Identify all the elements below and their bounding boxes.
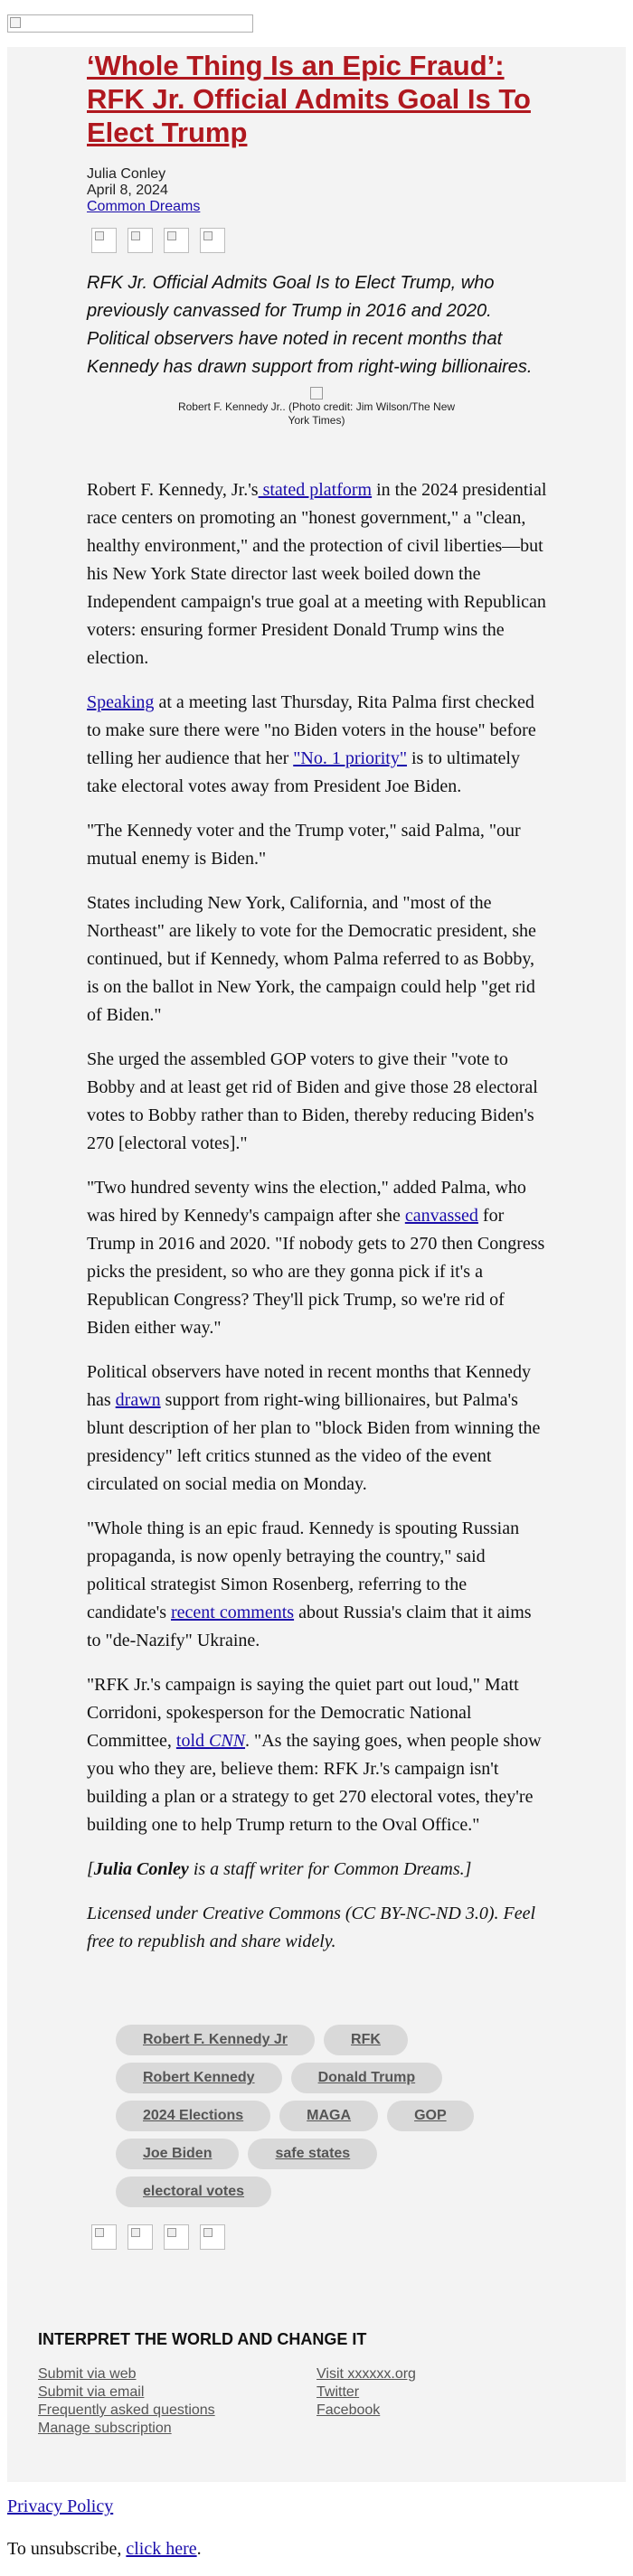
share-image-icon[interactable] xyxy=(200,2224,225,2250)
submit-web-link[interactable]: Submit via web xyxy=(38,2366,137,2382)
drawn-link[interactable]: drawn xyxy=(115,1390,161,1410)
share-image-icon[interactable] xyxy=(91,228,117,253)
tag-pill[interactable]: 2024 Elections xyxy=(116,2101,270,2131)
told-cnn-link[interactable] xyxy=(176,1731,245,1751)
article-body xyxy=(87,476,548,1972)
broken-image-icon xyxy=(10,17,21,28)
tag-pill[interactable]: Robert Kennedy xyxy=(116,2063,282,2093)
unsubscribe-text: To unsubscribe, xyxy=(7,2539,127,2559)
text: "Two hundred seventy wins the election," added Palma, who was hired by Kennedy's campaign after she xyxy=(87,1178,526,1226)
paragraph: "The Kennedy voter and the Trump voter," said Palma, "our mutual enemy is Biden." xyxy=(87,821,521,869)
text: at a meeting last Thursday, Rita Palma first checked to make sure there were "no Biden voters in the house" before telling her audience that her xyxy=(87,692,536,768)
text: CNN xyxy=(209,1731,246,1751)
share-image-icon[interactable] xyxy=(164,2224,189,2250)
article-summary: RFK Jr. Official Admits Goal Is to Elect Trump, who previously canvassed for Trump in 2016 and 2020. Political observers have noted in recent months that Kennedy has drawn support from right-wing billionaires. xyxy=(87,273,533,377)
text: support from right-wing billionaires, but Palma's blunt description of her plan to "block Biden from winning the presidency" left critics stunned as the video of the event circulated on social media on Monday. xyxy=(87,1390,541,1494)
tag-pill[interactable]: GOP xyxy=(387,2101,474,2131)
text: is a staff writer for Common Dreams.] xyxy=(188,1859,472,1879)
text: for Trump in 2016 and 2020. "If nobody gets to 270 then Congress picks the president, so who are they gonna pick if it's a Republican Congress? They'll pick Trump, so we're rid of Biden either way." xyxy=(87,1206,545,1338)
text: "Whole thing is an epic fraud. Kennedy is spouting Russian propaganda, is now openly betraying the country," said political strategist Simon Rosenberg, referring to the candidate's xyxy=(87,1518,520,1622)
article-meta xyxy=(87,166,200,215)
header-banner-image xyxy=(7,14,253,33)
stated-platform-link[interactable]: stated platform xyxy=(258,480,373,500)
text: about Russia's claim that it aims to "de-Nazify" Ukraine. xyxy=(87,1603,532,1650)
text: is to ultimately take electoral votes away from President Joe Biden. xyxy=(87,748,520,796)
paragraph: She urged the assembled GOP voters to give their "vote to Bobby and at least get rid of Biden and give those 28 electoral votes to Bobby rather than to Biden, thereby reducing Biden's 270 [electoral votes]." xyxy=(87,1049,538,1153)
text: [ xyxy=(87,1859,94,1879)
paragraph xyxy=(87,689,548,801)
tag-pill[interactable]: Joe Biden xyxy=(116,2139,239,2169)
paragraph xyxy=(87,1671,548,1839)
faq-link[interactable]: Frequently asked questions xyxy=(38,2402,215,2418)
text: "RFK Jr.'s campaign is saying the quiet part out loud," Matt Corridoni, spokesperson for the Democratic National Committee, xyxy=(87,1675,519,1751)
paragraph xyxy=(87,1515,548,1655)
broken-image-icon xyxy=(310,387,323,400)
footer-links-right xyxy=(316,2365,416,2420)
paragraph xyxy=(87,1174,548,1342)
tag-pill[interactable]: electoral votes xyxy=(116,2176,271,2207)
visit-site-link[interactable]: Visit xxxxxx.org xyxy=(316,2366,416,2382)
text: . "As the saying goes, when people show you who they are, believe them: RFK Jr.'s campaign isn't building a plan or a strategy to get 270 electoral votes, they're building one to help Trump return to the Oval Office." xyxy=(87,1731,542,1835)
privacy-policy-link[interactable]: Privacy Policy xyxy=(7,2496,114,2516)
facebook-link[interactable]: Facebook xyxy=(316,2402,381,2418)
text: Julia Conley xyxy=(93,1859,189,1879)
speaking-link[interactable]: Speaking xyxy=(87,692,155,712)
paragraph xyxy=(87,476,548,672)
unsubscribe-row xyxy=(7,2538,202,2560)
unsubscribe-link[interactable]: click here xyxy=(126,2539,197,2559)
recent-comments-link[interactable]: recent comments xyxy=(171,1603,295,1622)
footer-links-left xyxy=(38,2365,215,2438)
priority-link[interactable]: "No. 1 priority" xyxy=(293,748,407,768)
author-bio xyxy=(87,1856,548,1884)
tag-pill[interactable]: MAGA xyxy=(279,2101,378,2131)
tag-pill[interactable]: Robert F. Kennedy Jr xyxy=(116,2025,315,2055)
article-title[interactable]: ‘Whole Thing Is an Epic Fraud’: RFK Jr. Official Admits Goal Is To Elect Trump xyxy=(87,50,531,148)
share-icons-top xyxy=(91,228,225,253)
share-image-icon[interactable] xyxy=(128,228,153,253)
license-note: Licensed under Creative Commons (CC BY-NC-ND 3.0). Feel free to republish and share widely. xyxy=(87,1904,536,1951)
share-image-icon[interactable] xyxy=(164,228,189,253)
canvassed-link[interactable]: canvassed xyxy=(404,1206,478,1226)
paragraph: States including New York, California, and "most of the Northeast" are likely to vote for the Democratic president, she continued, but if Kennedy, whom Palma referred to as Bobby, is on the ballot in New York, the campaign could help "get rid of Biden." xyxy=(87,893,536,1025)
manage-subscription-link[interactable]: Manage subscription xyxy=(38,2421,172,2436)
tag-pill[interactable]: RFK xyxy=(324,2025,408,2055)
text: . xyxy=(196,2539,202,2559)
paragraph xyxy=(87,1359,548,1499)
twitter-link[interactable]: Twitter xyxy=(316,2384,360,2400)
tag-pill[interactable]: safe states xyxy=(248,2139,377,2169)
text: in the 2024 presidential race centers on promoting an "honest government," a "clean, healthy environment," and the protection of civil liberties—but his New York State director last week boiled down the Independent campaign's true goal at a meeting with Republican voters: ensuring former President Donald Trump wins the election. xyxy=(87,480,547,668)
submit-email-link[interactable]: Submit via email xyxy=(38,2384,145,2400)
share-image-icon[interactable] xyxy=(128,2224,153,2250)
text: Political observers have noted in recent months that Kennedy has xyxy=(87,1362,531,1410)
text: told xyxy=(175,1731,210,1751)
article-photo xyxy=(176,387,457,428)
tag-list xyxy=(116,2025,505,2207)
share-image-icon[interactable] xyxy=(91,2224,117,2250)
author: Julia Conley xyxy=(87,166,166,182)
footer-heading: INTERPRET THE WORLD AND CHANGE IT xyxy=(38,2330,367,2348)
privacy-row xyxy=(7,2496,113,2517)
source-link[interactable]: Common Dreams xyxy=(87,199,201,214)
date: April 8, 2024 xyxy=(87,183,168,198)
text: Robert F. Kennedy, Jr.'s xyxy=(87,480,259,500)
photo-caption: Robert F. Kennedy Jr.. (Photo credit: Jim Wilson/The New York Times) xyxy=(177,400,456,427)
tag-pill[interactable]: Donald Trump xyxy=(291,2063,443,2093)
share-image-icon[interactable] xyxy=(200,228,225,253)
share-icons-bottom xyxy=(91,2224,225,2250)
